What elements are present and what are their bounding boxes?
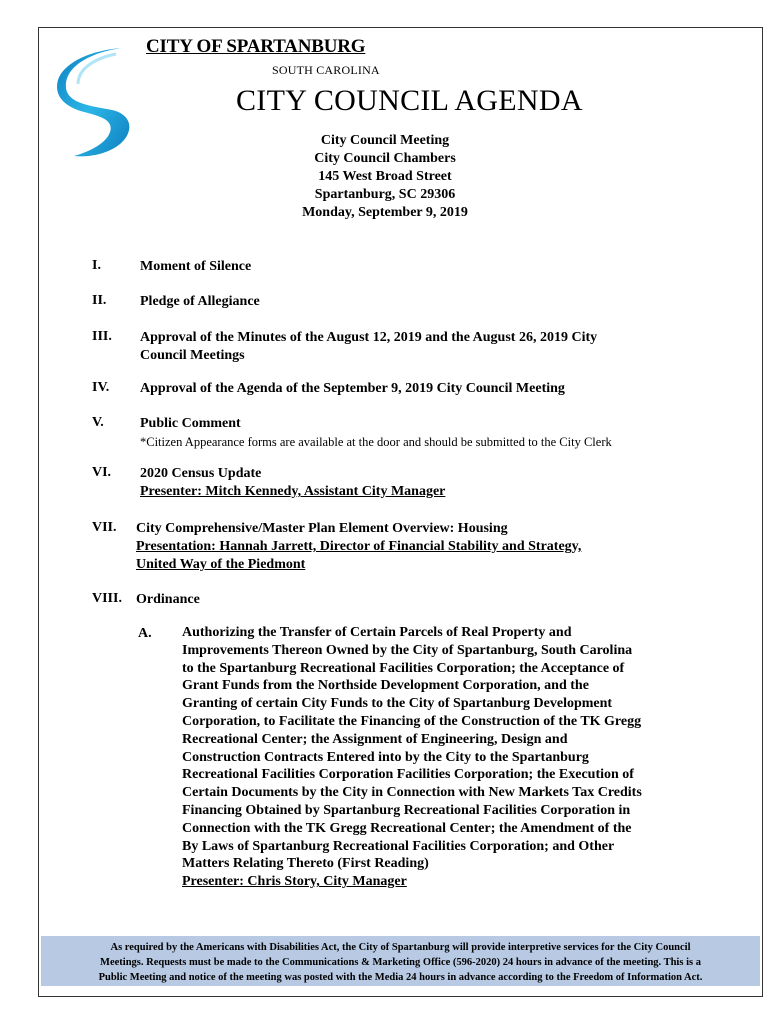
ordinance-line: Grant Funds from the Northside Development Corporation, and the xyxy=(182,678,589,694)
ordinance-line: Certain Documents by the City in Connection with New Markets Tax Credits xyxy=(182,785,642,801)
ordinance-line: Construction Contracts Entered into by the City to the Spartanburg xyxy=(182,749,589,765)
item-number: IV. xyxy=(92,380,110,395)
agenda-item-moment-of-silence: Moment of Silence xyxy=(140,259,252,274)
ordinance-line: By Laws of Spartanburg Recreational Facilities Corporation; and Other xyxy=(182,838,615,854)
agenda-item-approval-agenda: Approval of the Agenda of the September 9, 2019 City Council Meeting xyxy=(140,381,565,396)
agenda-item-comprehensive-plan xyxy=(136,520,581,574)
ordinance-line: to the Spartanburg Recreational Facilities Corporation; the Acceptance of xyxy=(182,660,625,676)
ordinance-text xyxy=(182,624,702,891)
item-text-line: Council Meetings xyxy=(140,348,245,363)
ordinance-line: Corporation, to Facilitate the Financing of the Construction of the TK Gregg xyxy=(182,713,642,729)
citizen-note: *Citizen Appearance forms are available at the door and should be submitted to the City Clerk xyxy=(140,435,612,449)
ordinance-line: Granting of certain City Funds to the City of Spartanburg Development xyxy=(182,696,613,712)
agenda-item-pledge: Pledge of Allegiance xyxy=(140,294,260,309)
item-number: VII. xyxy=(92,520,117,535)
meeting-line: City Council Meeting xyxy=(320,133,450,148)
agenda-item-ordinance: Ordinance xyxy=(136,592,200,607)
notice-line: Public Meeting and notice of the meeting was posted with the Media 24 hours in advance according to the Freedom of Information Act. xyxy=(98,972,703,983)
item-number: III. xyxy=(92,329,112,344)
state-name: SOUTH CAROLINA xyxy=(272,63,380,77)
ada-notice xyxy=(41,936,760,986)
notice-line: As required by the Americans with Disabilities Act, the City of Spartanburg will provide interpretive services for the City Council xyxy=(110,942,691,953)
meeting-line: 145 West Broad Street xyxy=(318,169,452,184)
item-number: VI. xyxy=(92,465,112,480)
presenter-line: Presentation: Hannah Jarrett, Director of Financial Stability and Strategy, xyxy=(136,539,582,554)
item-text-line: Public Comment xyxy=(140,416,241,431)
item-number: II. xyxy=(92,293,107,308)
ordinance-line: Recreational Facilities Corporation Facilities Corporation; the Execution of xyxy=(182,767,634,783)
item-text-line: Approval of the Minutes of the August 12, 2019 and the August 26, 2019 City xyxy=(140,330,598,345)
item-number: VIII. xyxy=(92,591,122,606)
agenda-item-public-comment xyxy=(140,415,612,451)
item-text-line: City Comprehensive/Master Plan Element Overview: Housing xyxy=(136,521,508,536)
presenter-line: United Way of the Piedmont xyxy=(136,557,306,572)
ordinance-line: Connection with the TK Gregg Recreational Center; the Amendment of the xyxy=(182,820,632,836)
presenter-line: Presenter: Chris Story, City Manager xyxy=(182,874,407,890)
presenter-line: Presenter: Mitch Kennedy, Assistant City Manager xyxy=(140,484,446,499)
meeting-line: Spartanburg, SC 29306 xyxy=(314,187,456,202)
ordinance-letter: A. xyxy=(138,626,152,641)
agenda-item-census xyxy=(140,465,445,501)
page-title: CITY COUNCIL AGENDA xyxy=(236,84,583,117)
meeting-line: City Council Chambers xyxy=(314,151,456,166)
meeting-line: Monday, September 9, 2019 xyxy=(302,205,468,220)
ordinance-line: Recreational Center; the Assignment of Engineering, Design and xyxy=(182,731,568,747)
item-number: I. xyxy=(92,258,101,273)
agenda-item-minutes xyxy=(140,329,597,365)
notice-line: Meetings. Requests must be made to the Communications & Marketing Office (596-2020) 24 hours in advance of the meeting. This is a xyxy=(100,957,701,968)
ordinance-line: Authorizing the Transfer of Certain Parcels of Real Property and xyxy=(182,625,572,640)
item-number: V. xyxy=(92,415,104,430)
ordinance-line: Matters Relating Thereto (First Reading) xyxy=(182,856,429,872)
ordinance-line: Financing Obtained by Spartanburg Recreational Facilities Corporation in xyxy=(182,802,631,818)
city-name: CITY OF SPARTANBURG xyxy=(146,36,366,57)
item-text-line: 2020 Census Update xyxy=(140,466,262,481)
meeting-info xyxy=(0,132,770,222)
ordinance-line: Improvements Thereon Owned by the City of Spartanburg, South Carolina xyxy=(182,642,633,658)
